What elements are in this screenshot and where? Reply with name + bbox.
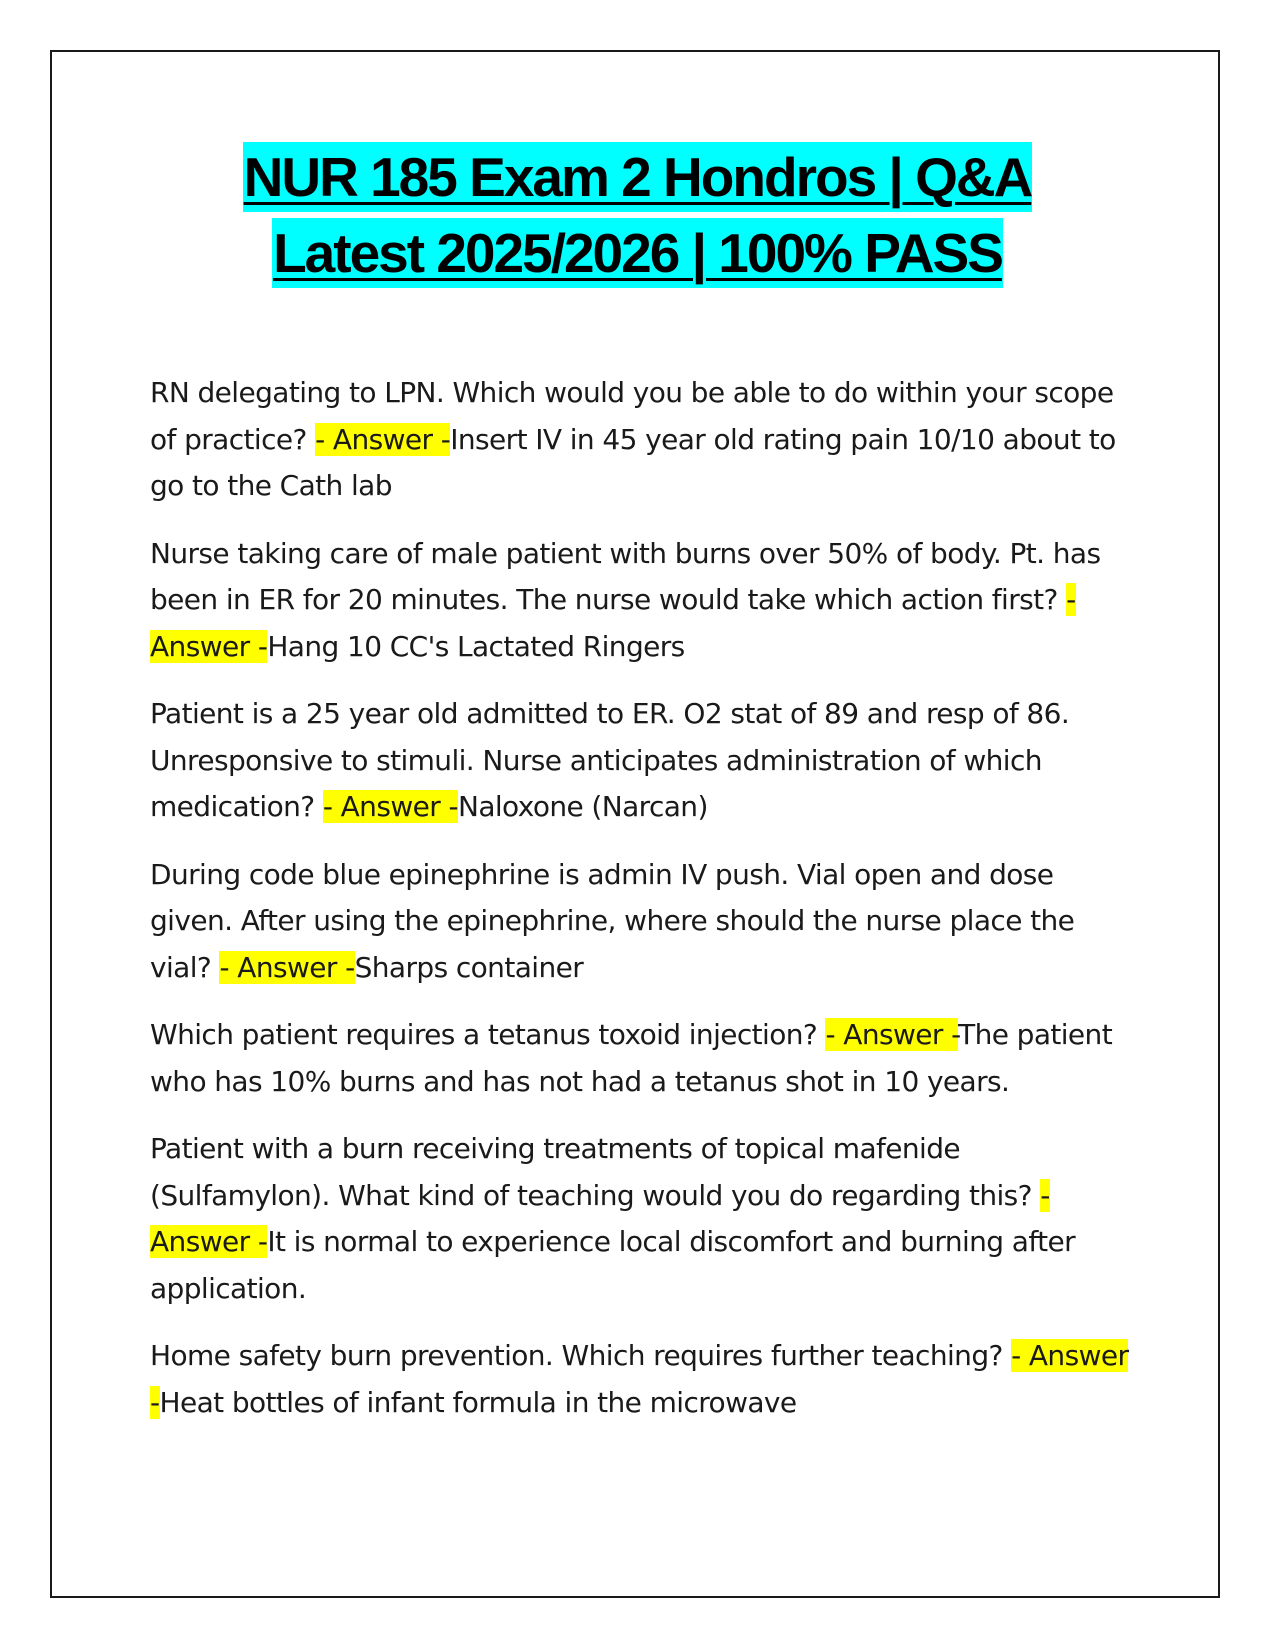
answer-text: Insert IV in 45 year old rating pain 10/10 about to go to the Cath lab [150, 422, 1116, 502]
answer-tag: - Answer - [150, 1178, 1050, 1258]
qa-item [150, 1126, 1130, 1312]
question-text: Patient with a burn receiving treatments of topical mafenide (Sulfamylon). What kind of teaching would you do regarding this? [150, 1132, 1032, 1212]
answer-tag: - Answer - [825, 1018, 959, 1051]
answer-tag: - Answer - [315, 422, 451, 456]
qa-item [150, 852, 1130, 992]
document-title [0, 142, 1275, 294]
answer-text: Sharps container [354, 950, 584, 984]
question-text: RN delegating to LPN. Which would you be able to do within your scope of practice? [150, 376, 1114, 456]
question-text: Nurse taking care of male patient with burns over 50% of body. Pt. has been in ER for 20 minutes. The nurse would take which action first? [150, 536, 1101, 616]
question-text: Which patient requires a tetanus toxoid injection? [150, 1018, 818, 1051]
title-line-1: NUR 185 Exam 2 Hondros | Q&A [243, 142, 1033, 212]
answer-text: The patient who has 10% burns and has not had a tetanus shot in 10 years. [150, 1018, 1113, 1098]
answer-text: It is normal to experience local discomfort and burning after application. [150, 1225, 1076, 1305]
answer-tag: - Answer - [219, 950, 355, 984]
qa-item [150, 370, 1130, 510]
question-text: Home safety burn prevention. Which requires further teaching? [150, 1339, 1003, 1372]
question-text: Patient is a 25 year old admitted to ER. O2 stat of 89 and resp of 86. Unresponsive to stimuli. Nurse anticipates administration of which medication? [150, 697, 1070, 823]
answer-text: Heat bottles of infant formula in the microwave [159, 1385, 797, 1419]
question-text: During code blue epinephrine is admin IV push. Vial open and dose given. After using the epinephrine, where should the nurse place the vial? [150, 857, 1075, 984]
answer-text: Naloxone (Narcan) [457, 790, 708, 823]
answer-text: Hang 10 CC's Lactated Ringers [267, 629, 685, 663]
qa-item [150, 531, 1130, 671]
qa-item [150, 1333, 1130, 1426]
answer-tag: - Answer - [150, 583, 1076, 663]
qa-list [150, 370, 1130, 1447]
qa-item [150, 1012, 1130, 1105]
answer-tag: - Answer - [150, 1339, 1129, 1419]
qa-item [150, 691, 1130, 831]
answer-tag: - Answer - [322, 790, 458, 823]
title-line-2: Latest 2025/2026 | 100% PASS [272, 218, 1003, 288]
